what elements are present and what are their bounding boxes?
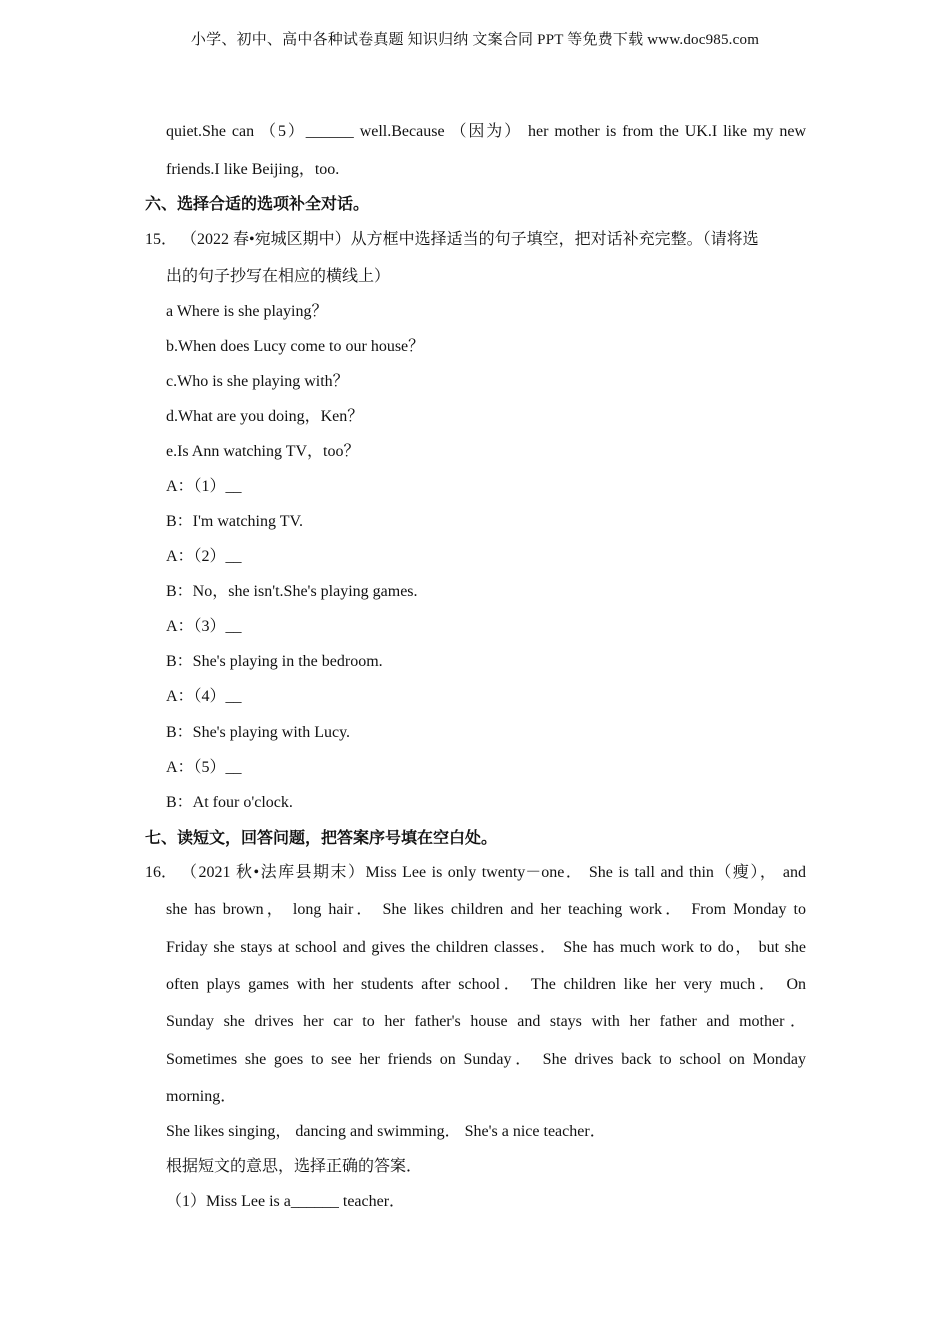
sub-question: （1）Miss Lee is a______ teacher． — [166, 1193, 406, 1210]
page-header: 小学、初中、高中各种试卷真题 知识归纳 文案合同 PPT 等免费下载 www.doc985.com — [190, 32, 760, 48]
dialogue-line: A：（2）__ — [166, 548, 242, 565]
dialogue-line: A：（1）__ — [166, 478, 242, 495]
question-number: 16． — [145, 864, 178, 881]
dialogue-line: B：She's playing with Lucy. — [166, 724, 351, 741]
passage-line: Sometimes she goes to see her friends on Sunday． She drives back to school on Monday — [166, 1051, 806, 1068]
dialogue-line: B：At four o'clock. — [166, 794, 293, 811]
section-title: 六、选择合适的选项补全对话。 — [145, 194, 370, 213]
passage-line: friends.I like Beijing，too. — [166, 161, 340, 178]
option-e: e.Is Ann watching TV，too？ — [166, 443, 360, 460]
option-c: c.Who is she playing with？ — [166, 373, 349, 390]
question-number: 15． — [145, 231, 178, 248]
dialogue-line: A：（3）__ — [166, 618, 242, 635]
passage-line: quiet.She can （5）______ well.Because （因为） her mother is from the UK.I like my new — [166, 123, 806, 140]
passage-line: morning． — [166, 1088, 237, 1105]
passage-line: often plays games with her students after school． The children like her very much． On — [166, 976, 806, 993]
section-title: 七、读短文，回答问题，把答案序号填在空白处。 — [145, 828, 498, 847]
passage-line: she has brown， long hair． She likes children and her teaching work． From Monday to — [166, 901, 806, 918]
instruction-text: 根据短文的意思，选择正确的答案． — [166, 1158, 423, 1175]
passage-line: Friday she stays at school and gives the children classes． She has much work to do， but she — [166, 939, 806, 956]
dialogue-line: A：（4）__ — [166, 688, 242, 705]
question-text: 出的句子抄写在相应的横线上） — [166, 268, 391, 285]
question-text: （2021 秋•法库县期末）Miss Lee is only twenty－one． She is tall and thin（瘦）， and — [181, 864, 806, 881]
question-text: （2022 春•宛城区期中）从方框中选择适当的句子填空，把对话补充完整。（请将选 — [181, 231, 759, 248]
option-d: d.What are you doing，Ken？ — [166, 408, 364, 425]
passage-line: She likes singing， dancing and swimming． She's a nice teacher． — [166, 1123, 606, 1140]
dialogue-line: B：No，she isn't.She's playing games. — [166, 583, 418, 600]
dialogue-line: B：She's playing in the bedroom. — [166, 653, 383, 670]
dialogue-line: B：I'm watching TV. — [166, 513, 303, 530]
passage-line: Sunday she drives her car to her father's house and stays with her father and mother． — [166, 1013, 806, 1030]
option-a: a Where is she playing？ — [166, 303, 328, 320]
option-b: b.When does Lucy come to our house？ — [166, 338, 425, 355]
dialogue-line: A：（5）__ — [166, 759, 242, 776]
